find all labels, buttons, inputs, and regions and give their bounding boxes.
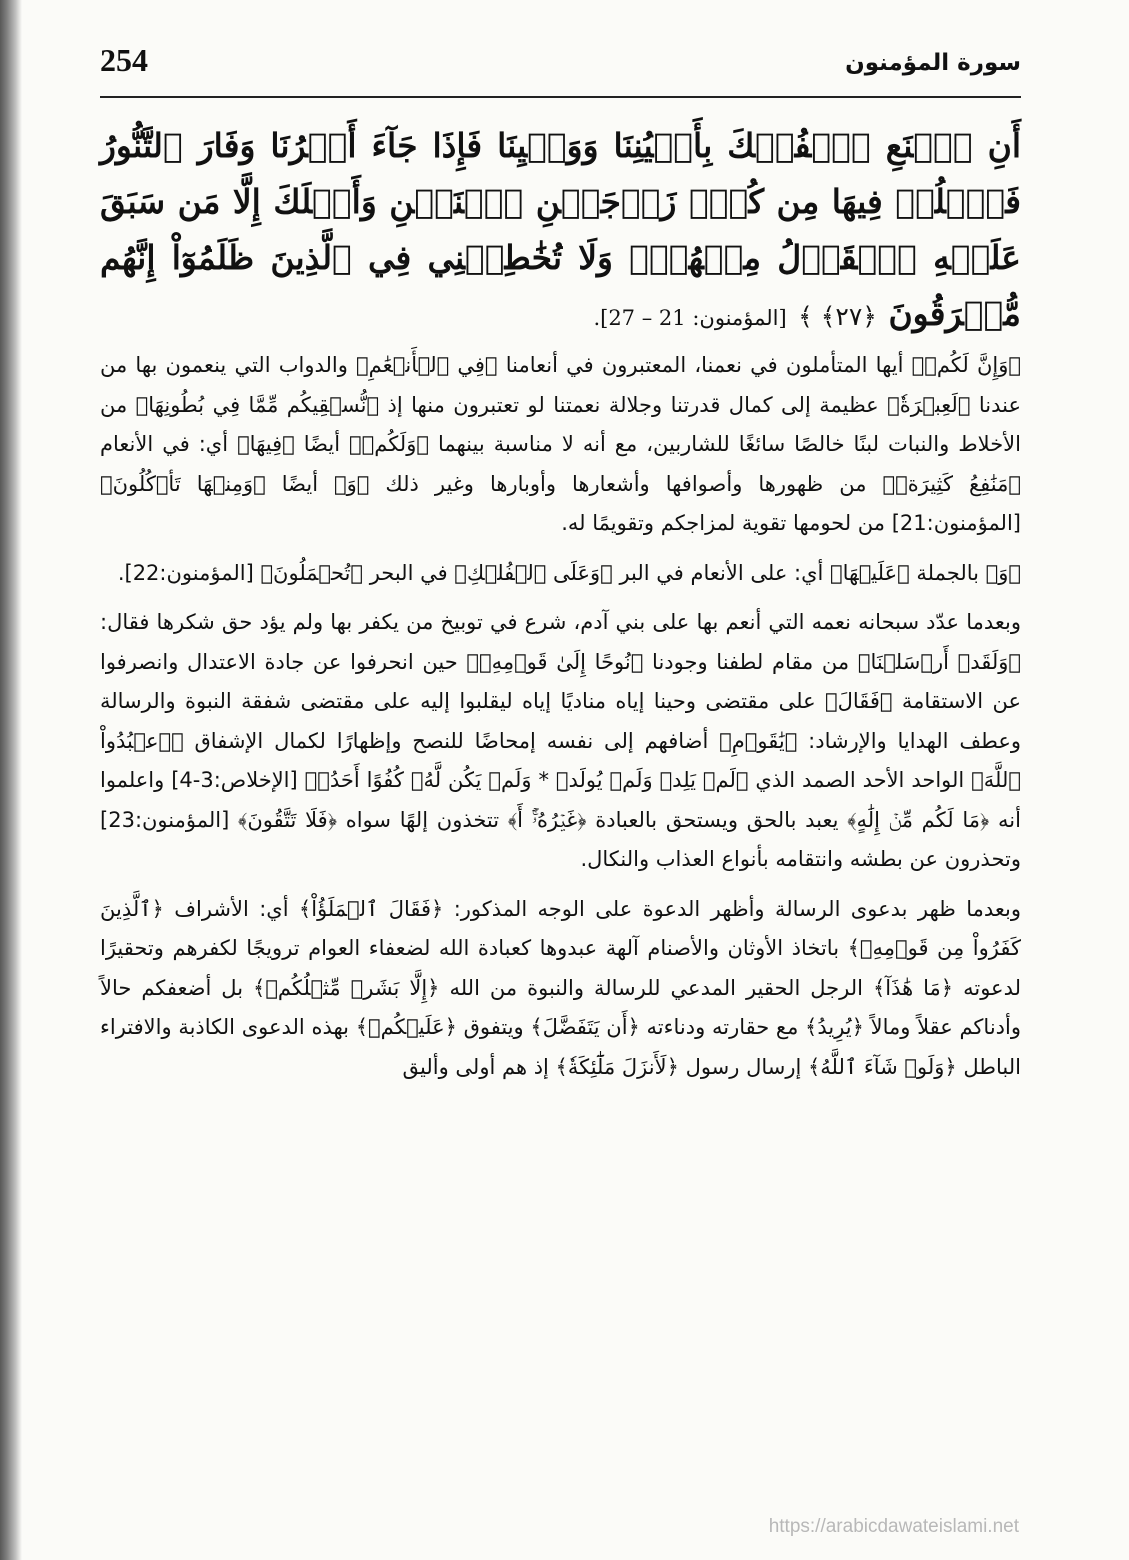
- surah-title: سورة المؤمنون: [845, 50, 1021, 76]
- page-header: [100, 40, 1021, 98]
- page-body: [100, 118, 1021, 1097]
- page-number: 254: [100, 42, 148, 78]
- commentary-paragraph-3: وبعدما عدّد سبحانه نعمه التي أنعم بها على بني آدم، شرع في توبيخ من يكفر بها ولم يؤد حق شكرها فقال: ﴿وَلَقَدۡ أَرۡسَلۡنَا﴾ من مقام لطفنا وجودنا ﴿نُوحًا إِلَىٰ قَوۡمِهِۦ﴾ حين انحرفوا عن جادة الاعتدال وانصرفوا عن الاستقامة ﴿فَقَالَ﴾ على مقتضى وحينا إياه مناديًا إياه ليقلبوا إليه على مقتضى شفقة النبوة والرسالة وعطف الهدايا والإرشاد: ﴿يَٰقَوۡمِ﴾ أضافهم إلى نفسه إمحاضًا للنصح وإظهارًا لكمال الإشفاق ﴿ٱعۡبُدُواْ ٱللَّهَ﴾ الواحد الأحد الصمد الذي ﴿لَمۡ يَلِدۡ وَلَمۡ يُولَدۡ * وَلَمۡ يَكُن لَّهُۥ كُفُوًا أَحَدُۢ﴾ [الإخلاص:3-4] واعلموا أنه ﴿مَا لَكُم مِّنۡ إِلَٰهٍ﴾ يعبد بالحق ويستحق بالعبادة ﴿غَيۡرُهُۥٓۚ أَ﴾ تتخذون إلهًا سواه ﴿فَلَا تَتَّقُونَ﴾ [المؤمنون:23] وتحذرون عن بطشه وانتقامه بأنواع العذاب والنكال.: [100, 610, 1021, 871]
- watermark-url: https://arabicdawateislami.net: [768, 1516, 1019, 1537]
- verse-reference: [المؤمنون: 21 – 27].: [593, 306, 787, 330]
- commentary-paragraph-4: وبعدما ظهر بدعوى الرسالة وأظهر الدعوة على الوجه المذكور: ﴿فَقَالَ ٱلۡمَلَؤُاْ﴾ أي: الأشراف ﴿ٱلَّذِينَ كَفَرُواْ مِن قَوۡمِهِۦ﴾ باتخاذ الأوثان والأصنام آلهة عبدوها كعبادة الله لضعفاء العوام ترويجًا لكفرهم وتحقيرًا لدعوته ﴿مَا هَٰذَآ﴾ الرجل الحقير المدعي للرسالة والنبوة من الله ﴿إِلَّا بَشَرٞ مِّثۡلُكُمۡ﴾ بل أضعفكم حالاً وأدناكم عقلاً ومالاً ﴿يُرِيدُ﴾ مع حقارته ودناءته ﴿أَن يَتَفَضَّلَ﴾ ويتفوق ﴿عَلَيۡكُمۡ﴾ بهذه الدعوى الكاذبة والافتراء الباطل ﴿وَلَوۡ شَآءَ ٱللَّهُ﴾ إرسال رسول ﴿لَأَنزَلَ مَلَٰٓئِكَةٗ﴾ إذ هم أولى وأليق: [100, 896, 1021, 1079]
- verse-end-marker: ﴿٢٧﴾ ﴾: [798, 302, 877, 331]
- commentary-paragraph-2: ﴿وَ﴾ بالجملة ﴿عَلَيۡهَا﴾ أي: على الأنعام في البر ﴿وَعَلَى ٱلۡفُلۡكِ﴾ في البحر ﴿تُحۡمَلُونَ﴾ [المؤمنون:22].: [117, 560, 1021, 585]
- quran-verse-block: [100, 118, 1021, 346]
- scan-edge-shadow: [0, 0, 22, 1560]
- quran-verse-text: أَنِ ٱصۡنَعِ ٱلۡفُلۡكَ بِأَعۡيُنِنَا وَوَحۡيِنَا فَإِذَا جَآءَ أَمۡرُنَا وَفَارَ ٱلتَّنُّورُ فَٱسۡلُكۡ فِيهَا مِن كُلّٖ زَوۡجَيۡنِ ٱثۡنَيۡنِ وَأَهۡلَكَ إِلَّا مَن سَبَقَ عَلَيۡهِ ٱلۡقَوۡلُ مِنۡهُمۡۖ وَلَا تُخَٰطِبۡنِي فِي ٱلَّذِينَ ظَلَمُوٓاْ إِنَّهُم مُّغۡرَقُونَ: [100, 126, 1021, 333]
- commentary-paragraph-1: ﴿وَإِنَّ لَكُمۡ﴾ أيها المتأملون في نعمنا، المعتبرون في أنعامنا ﴿فِي ٱلۡأَنۡعَٰمِ﴾ والدواب التي ينعمون بها من عندنا ﴿لَعِبۡرَةٗ﴾ عظيمة إلى كمال قدرتنا وجلالة نعمتنا لو تعتبرون منها إذ ﴿نُّسۡقِيكُم مِّمَّا فِي بُطُونِهَا﴾ من الأخلاط والنبات لبنًا خالصًا سائغًا للشاربين، مع أنه لا مناسبة بينهما ﴿وَلَكُمۡ﴾ أيضًا ﴿فِيهَا﴾ أي: في الأنعام ﴿مَنَٰفِعُ كَثِيرَةٞ﴾ من ظهورها وأصوافها وأشعارها وأوبارها وغير ذلك ﴿وَ﴾ أيضًا ﴿وَمِنۡهَا تَأۡكُلُونَ﴾ [المؤمنون:21] من لحومها تقوية لمزاجكم وتقويمًا له.: [100, 353, 1021, 535]
